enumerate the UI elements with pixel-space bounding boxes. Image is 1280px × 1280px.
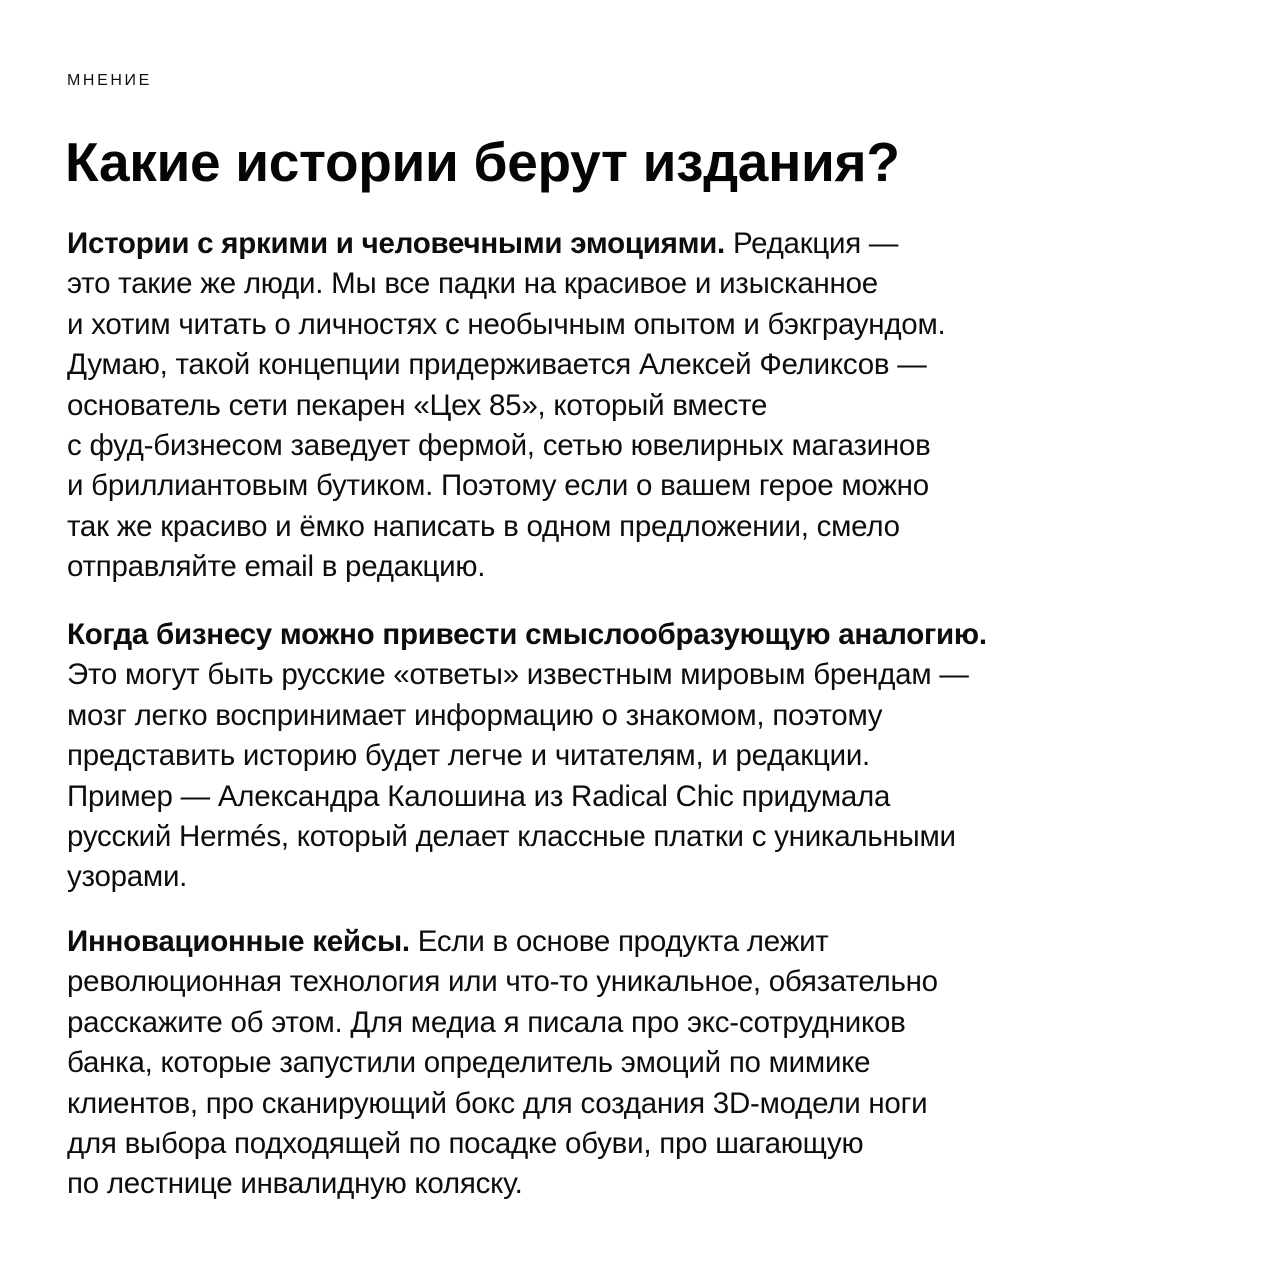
paragraph-line: клиентов, про сканирующий бокс для создания 3D-модели ноги	[67, 1086, 928, 1120]
paragraph-line: Это могут быть русские «ответы» известным мировым брендам —	[67, 658, 969, 692]
paragraph-line: с фуд-бизнесом заведует фермой, сетью ювелирных магазинов	[67, 429, 931, 463]
paragraph-line: революционная технология или что-то уникальное, обязательно	[67, 965, 938, 999]
paragraph-line: и хотим читать о личностях с необычным опытом и бэкграундом.	[67, 307, 946, 341]
paragraph-line: мозг легко воспринимает информацию о знакомом, поэтому	[67, 698, 883, 732]
paragraph-line: для выбора подходящей по посадке обуви, про шагающую	[67, 1127, 864, 1161]
page-title: Какие истории берут издания?	[65, 131, 900, 193]
paragraph-line: по лестнице инвалидную коляску.	[67, 1167, 523, 1201]
paragraph-lead: Инновационные кейсы.	[67, 925, 410, 958]
paragraph-first-line-rest: Редакция —	[725, 227, 899, 260]
paragraph-analogy	[67, 615, 987, 898]
paragraph-line: русский Hermés, который делает классные платки с уникальными	[67, 820, 956, 854]
paragraph-first-line-rest: Если в основе продукта лежит	[409, 925, 829, 958]
paragraph-first-line	[67, 615, 987, 655]
paragraph-line: банка, которые запустили определитель эмоций по мимике	[67, 1046, 871, 1080]
paragraph-line: это такие же люди. Мы все падки на красивое и изысканное	[67, 267, 878, 301]
paragraph-first-line	[67, 224, 945, 264]
paragraph-line: и бриллиантовым бутиком. Поэтому если о вашем герое можно	[67, 469, 929, 503]
paragraph-innovation	[67, 922, 938, 1205]
paragraph-line: представить историю будет легче и читателям, и редакции.	[67, 739, 870, 773]
paragraph-line: так же красиво и ёмко написать в одном предложении, смело	[67, 509, 900, 543]
paragraph-line: отправляйте email в редакцию.	[67, 550, 486, 584]
paragraph-emotional-stories	[67, 224, 945, 588]
paragraph-line: расскажите об этом. Для медиа я писала про экс-сотрудников	[67, 1005, 906, 1039]
paragraph-lead: Истории с яркими и человечными эмоциями.	[67, 227, 725, 260]
paragraph-line: Думаю, такой концепции придерживается Алексей Феликсов —	[67, 348, 927, 382]
paragraph-line: Пример — Александра Калошина из Radical Chic придумала	[67, 779, 891, 813]
paragraph-lead: Когда бизнесу можно привести смыслообразующую аналогию.	[67, 618, 987, 651]
paragraph-line: основатель сети пекарен «Цех 85», который вместе	[67, 388, 768, 422]
section-label: МНЕНИЕ	[67, 72, 152, 89]
paragraph-first-line	[67, 922, 938, 962]
paragraph-line: узорами.	[67, 860, 188, 894]
